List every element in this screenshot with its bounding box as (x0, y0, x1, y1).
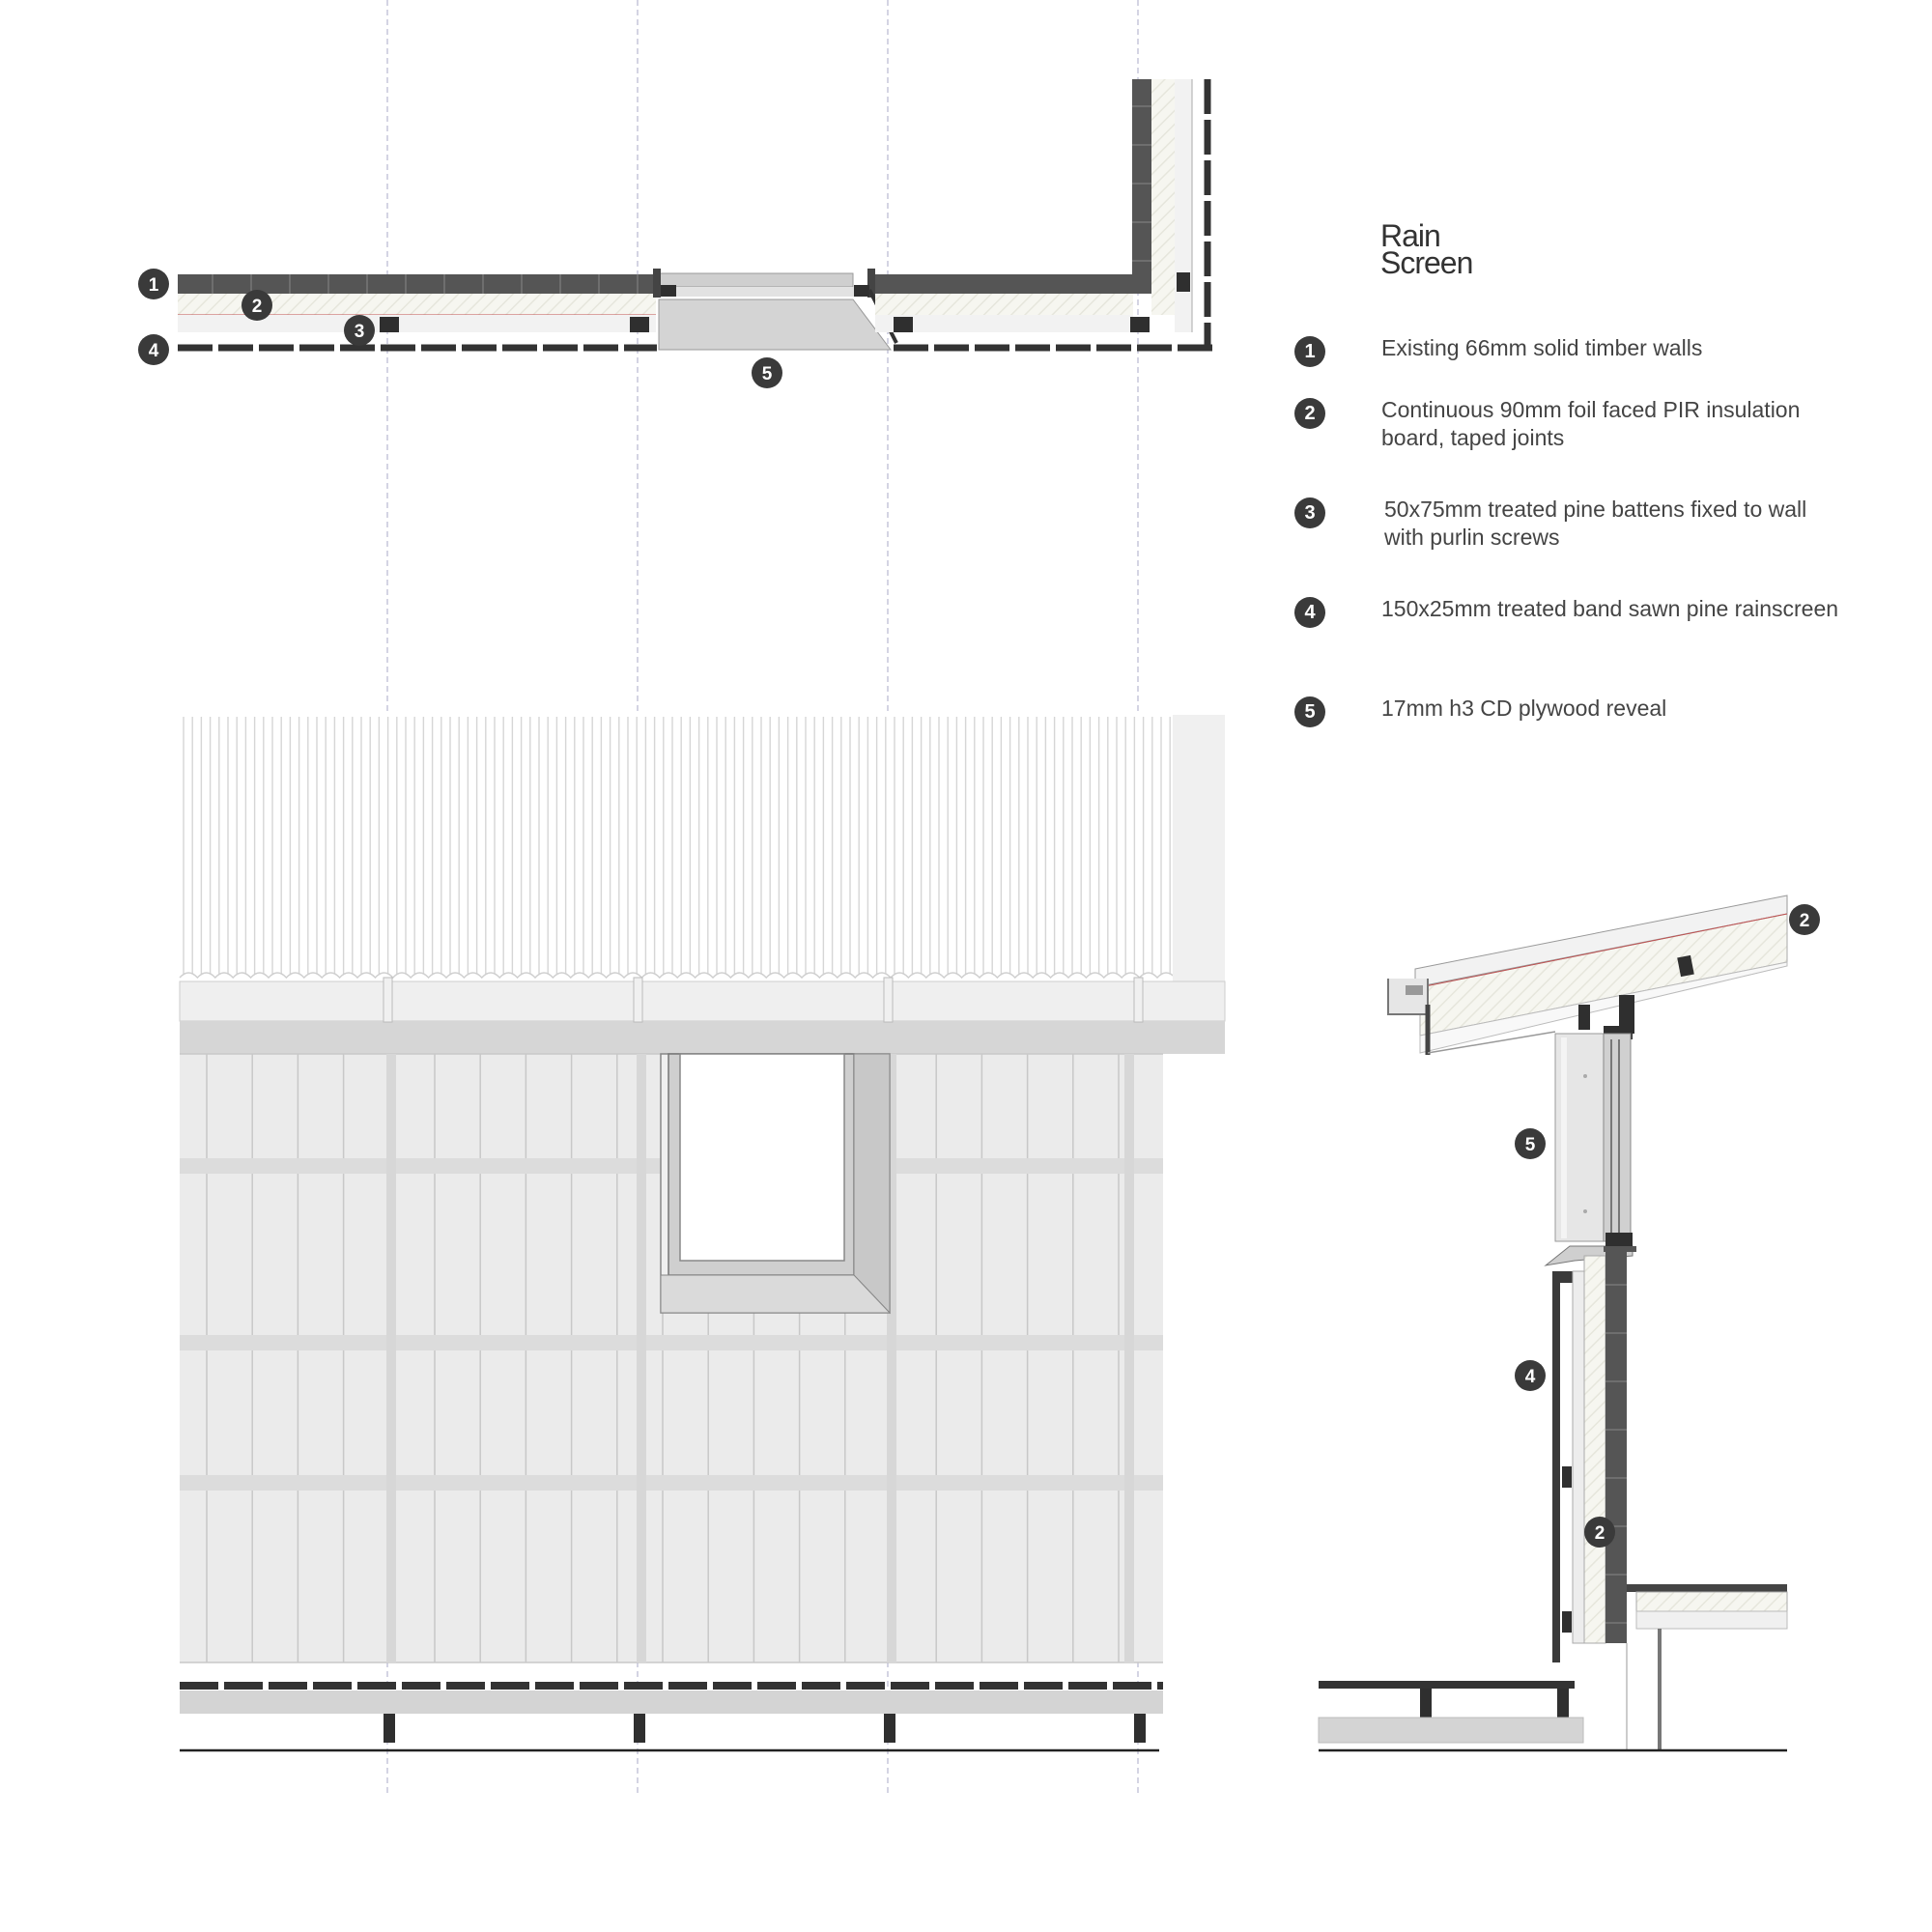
plan-tag-1 (138, 269, 169, 299)
plan-section (138, 79, 1212, 388)
plan-tag-3 (344, 315, 375, 346)
legend-text: 150x25mm treated band sawn pine rainscreen (1381, 596, 1839, 621)
plan-tag-4 (138, 334, 169, 365)
legend-number: 4 (1294, 597, 1325, 628)
legend-number: 3 (1294, 497, 1325, 528)
legend-text: Existing 66mm solid timber walls (1381, 335, 1703, 360)
svg-text:2: 2 (1799, 911, 1810, 931)
section-tag-2-roof (1789, 904, 1820, 935)
plan-tag-5 (752, 357, 782, 388)
legend-text: 17mm h3 CD plywood reveal (1381, 696, 1667, 721)
svg-text:2: 2 (1594, 1523, 1605, 1544)
legend-number: 5 (1294, 696, 1325, 727)
legend-title-line2: Screen (1380, 245, 1473, 280)
svg-text:2: 2 (251, 297, 263, 317)
svg-text:5: 5 (1524, 1135, 1536, 1155)
svg-text:5: 5 (761, 364, 773, 384)
section-tag-2-wall (1584, 1517, 1615, 1548)
section-tag-5 (1515, 1128, 1546, 1159)
legend-number: 2 (1294, 398, 1325, 429)
svg-text:4: 4 (148, 341, 159, 361)
legend-title-line1: Rain (1380, 218, 1440, 253)
legend-text: 50x75mm treated pine battens fixed to wall with purlin screws (1384, 497, 1807, 550)
legend-title (1380, 218, 1632, 280)
section-tag-4 (1515, 1360, 1546, 1391)
svg-text:4: 4 (1524, 1367, 1536, 1387)
svg-text:1: 1 (148, 275, 159, 296)
legend-number: 1 (1294, 336, 1325, 367)
vertical-section (1319, 895, 1820, 1750)
svg-text:3: 3 (354, 322, 365, 342)
legend-text: Continuous 90mm foil faced PIR insulation board, taped joints (1381, 397, 1801, 450)
plan-tag-2 (242, 290, 272, 321)
elevation (180, 715, 1225, 1750)
